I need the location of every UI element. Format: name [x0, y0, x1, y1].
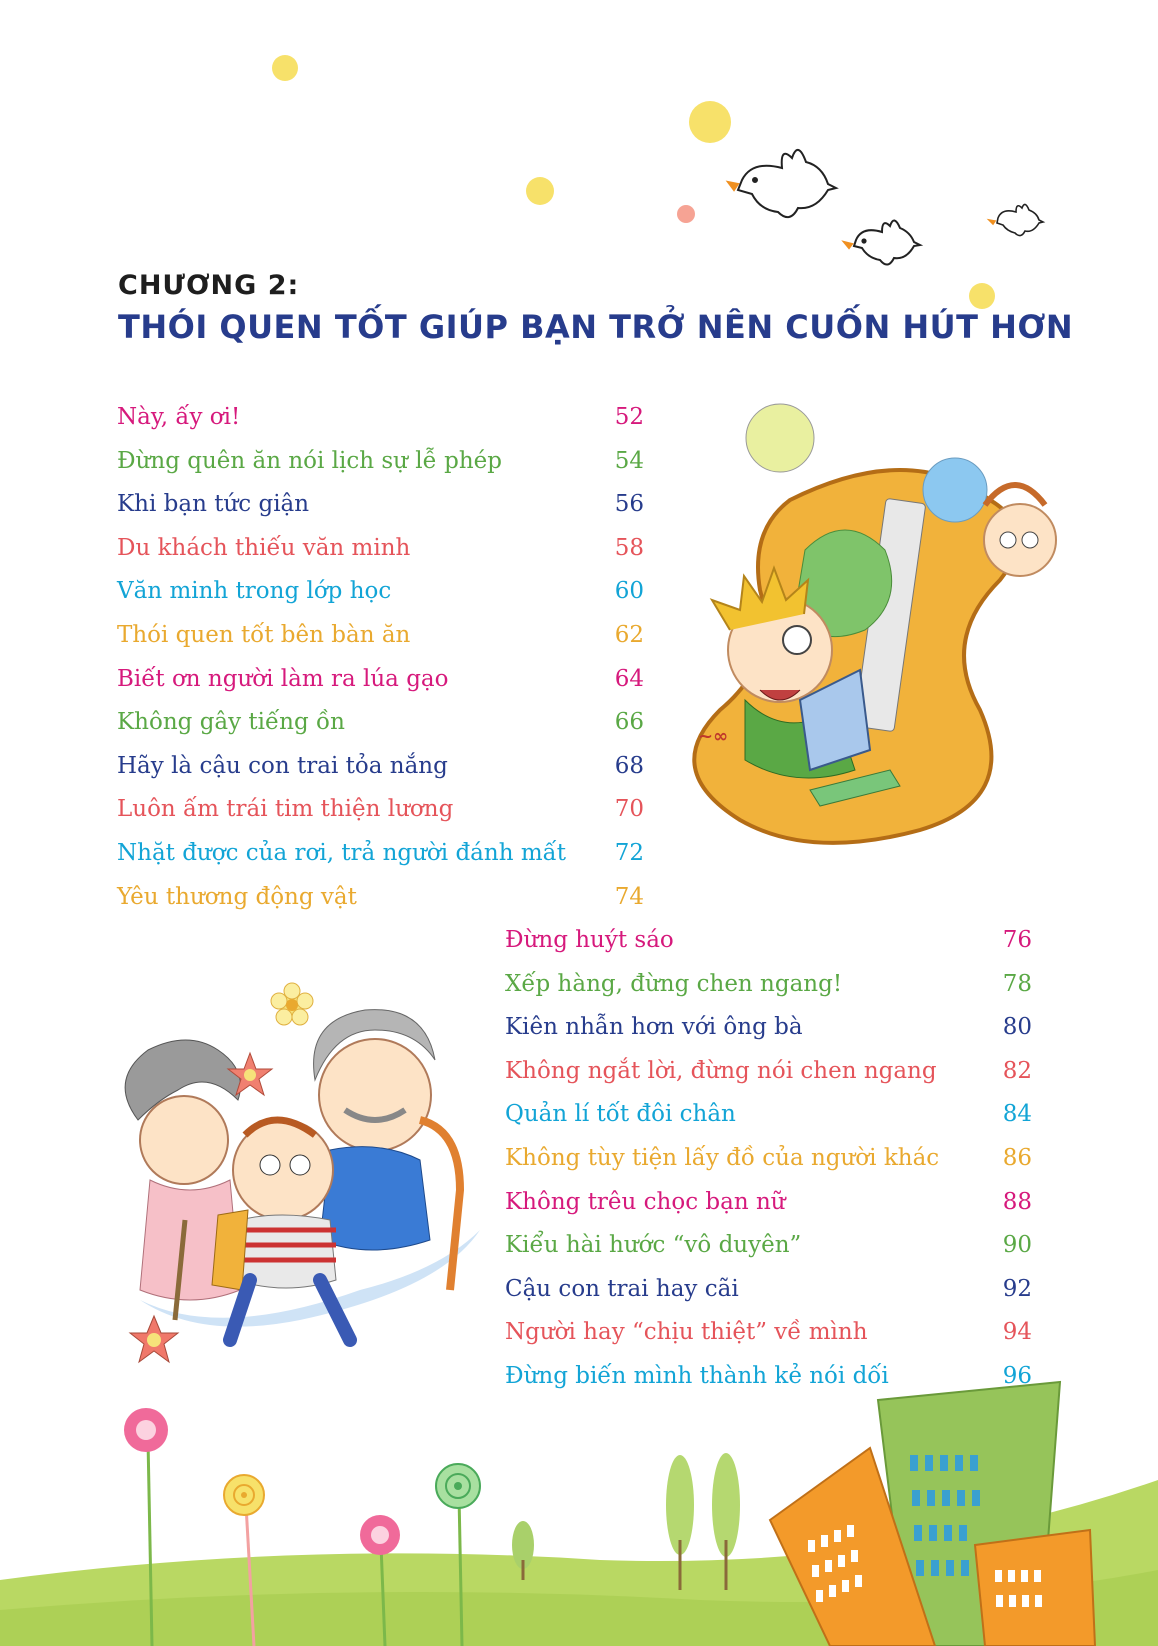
toc-entry: [117, 402, 644, 446]
floating-dots: [272, 55, 995, 309]
toc-list-left: [117, 402, 644, 925]
toc-entry: [505, 925, 1032, 969]
toc-entry: [505, 1317, 1032, 1361]
grandparents-illustration: [125, 1010, 480, 1340]
toc-entry-title: Biết ơn người làm ra lúa gạo: [117, 665, 449, 692]
toc-entry-title: Này, ấy ơi!: [117, 404, 241, 430]
toc-entry-page: 74: [614, 883, 644, 910]
toc-entry-title: Hãy là cậu con trai tỏa nắng: [117, 752, 448, 779]
toc-entry: [117, 794, 644, 838]
toc-entry-title: Không ngắt lời, đừng nói chen ngang: [505, 1057, 937, 1084]
toc-entry: [505, 1187, 1032, 1231]
landscape-illustration: [0, 1382, 1158, 1646]
toc-entry-page: 94: [1002, 1319, 1032, 1346]
toc-entry-title: Luôn ấm trái tim thiện lương: [117, 796, 454, 823]
toc-entry: [117, 882, 644, 926]
chapter-label: CHƯƠNG 2:: [118, 270, 300, 301]
kids-reading-illustration: [694, 404, 1056, 843]
svg-text:~∞: ~∞: [698, 726, 729, 747]
toc-entry-title: Cậu con trai hay cãi: [505, 1275, 739, 1302]
toc-entry: [505, 1056, 1032, 1100]
toc-entry-page: 88: [1002, 1188, 1032, 1215]
toc-entry-page: 68: [614, 752, 644, 779]
toc-entry-page: 78: [1002, 970, 1032, 997]
bird-icon: [844, 220, 920, 264]
chapter-title: THÓI QUEN TỐT GIÚP BẠN TRỞ NÊN CUỐN HÚT HƠN: [118, 308, 1074, 346]
toc-entry: [505, 1230, 1032, 1274]
toc-entry-page: 96: [1002, 1362, 1032, 1389]
toc-entry-page: 84: [1002, 1101, 1032, 1128]
toc-entry-title: Không tùy tiện lấy đồ của người khác: [505, 1144, 940, 1171]
toc-entry-page: 70: [614, 796, 644, 823]
toc-entry-page: 64: [614, 665, 644, 692]
toc-entry-title: Văn minh trong lớp học: [117, 578, 392, 605]
toc-entry-page: 82: [1002, 1057, 1032, 1084]
toc-entry: [505, 1099, 1032, 1143]
toc-entry-title: Không gây tiếng ồn: [117, 709, 345, 736]
toc-entry-title: Kiểu hài hước “vô duyên”: [505, 1232, 802, 1259]
toc-entry-title: Người hay “chịu thiệt” về mình: [505, 1319, 868, 1346]
toc-entry-page: 80: [1002, 1014, 1032, 1041]
toc-entry: [117, 620, 644, 664]
toc-entry-page: 66: [614, 709, 644, 736]
toc-entry-title: Yêu thương động vật: [117, 883, 357, 910]
bird-icon: [728, 150, 836, 217]
toc-entry-page: 56: [614, 491, 644, 518]
toc-entry-page: 92: [1002, 1275, 1032, 1302]
toc-entry: [505, 1361, 1032, 1405]
toc-entry: [117, 446, 644, 490]
toc-entry: [117, 489, 644, 533]
toc-entry: [505, 1143, 1032, 1187]
toc-entry-page: 86: [1002, 1144, 1032, 1171]
toc-entry-title: Thói quen tốt bên bàn ăn: [117, 621, 411, 648]
toc-entry: [505, 1274, 1032, 1318]
toc-entry-title: Đừng biến mình thành kẻ nói dối: [505, 1362, 889, 1389]
toc-entry-title: Kiên nhẫn hơn với ông bà: [505, 1014, 803, 1041]
toc-entry-title: Quản lí tốt đôi chân: [505, 1101, 736, 1128]
toc-entry: [117, 576, 644, 620]
toc-entry: [505, 969, 1032, 1013]
toc-list-right: [505, 925, 1032, 1405]
toc-entry: [117, 533, 644, 577]
toc-entry: [117, 838, 644, 882]
toc-entry-title: Đừng quên ăn nói lịch sự lễ phép: [117, 447, 502, 474]
toc-entry-page: 72: [614, 839, 644, 866]
bird-icon: [989, 204, 1043, 235]
toc-entry: [117, 664, 644, 708]
toc-entry: [117, 707, 644, 751]
toc-entry: [505, 1012, 1032, 1056]
toc-entry-page: 52: [614, 404, 644, 430]
toc-entry-title: Du khách thiếu văn minh: [117, 534, 411, 561]
toc-entry-title: Không trêu chọc bạn nữ: [505, 1188, 786, 1215]
toc-entry-page: 62: [614, 621, 644, 648]
toc-entry-page: 60: [614, 578, 644, 605]
toc-entry-title: Nhặt được của rơi, trả người đánh mất: [117, 839, 566, 866]
toc-entry-page: 90: [1002, 1232, 1032, 1259]
toc-entry-title: Đừng huýt sáo: [505, 927, 674, 953]
toc-entry-title: Khi bạn tức giận: [117, 491, 310, 518]
toc-entry-page: 76: [1002, 927, 1032, 953]
toc-entry-page: 58: [614, 534, 644, 561]
toc-entry-title: Xếp hàng, đừng chen ngang!: [505, 970, 843, 997]
toc-entry: [117, 751, 644, 795]
toc-entry-page: 54: [614, 447, 644, 474]
